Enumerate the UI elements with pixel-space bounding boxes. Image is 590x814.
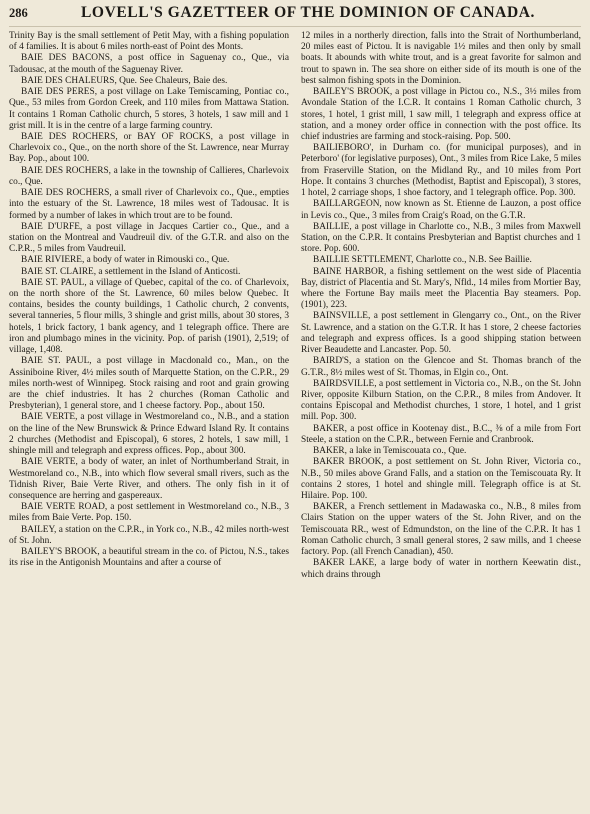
gazetteer-entry: BAIE ST. PAUL, a post village in Macdonald co., Man., on the Assiniboine River, 4½ miles south of Marquette Station, on the C.P.R., 29 miles north-west of Winnipeg. Stock raising and root and grain growing are the chief industries. It has 2 churches (Roman Catholic and Presbyterian), 1 general store, and 1 cheese factory. Pop., about 150. (9, 356, 289, 412)
gazetteer-entry: BAIRD'S, a station on the Glencoe and St. Thomas branch of the G.T.R., 8½ miles west of St. Thomas, in Elgin co., Ont. (301, 356, 581, 378)
gazetteer-entry: BAKER, a French settlement in Madawaska co., N.B., 8 miles from Clairs Station on the upper waters of the St. John River, and on the Temiscouata RR., west of Edmundston, on the line of the C.P.R. It has 1 Roman Catholic church, 3 small general stores, 2 saw mills, and 1 cheese factory. Pop. (all French Canadian), 450. (301, 502, 581, 558)
gazetteer-entry: Trinity Bay is the small settlement of Petit May, with a fishing population of 4 families. It is about 6 miles north-east of Point des Monts. (9, 31, 289, 53)
gazetteer-entry: BAILLIE SETTLEMENT, Charlotte co., N.B. See Baillie. (313, 255, 532, 266)
gazetteer-entry: BAIE ST. PAUL, a village of Quebec, capital of the co. of Charlevoix, on the north shore of the St. Lawrence, 60 miles below Quebec. It contains, besides the county buildings, 1 Catholic church, 2 convents, several tanneries, 5 flour mills, 3 shingle and grist mills, about 30 stores, 3 hotels, 1 brick factory, 1 bank agency, and 1 telegraph office. There are iron and plumbago mines in the vicinity. Pop. of parish (1901), 2,519; of village, 1,408. (9, 277, 289, 356)
gazetteer-entry: BAIE ST. CLAIRE, a settlement in the Island of Anticosti. (21, 266, 241, 277)
gazetteer-entry: BAILEY'S BROOK, a beautiful stream in the co. of Pictou, N.S., takes its rise in the Antigonish Mountains and after a course of (9, 547, 289, 569)
gazetteer-entry: BAILLIE, a post village in Charlotte co., N.B., 3 miles from Maxwell Station, on the C.P.R. It contains Presbyterian and Baptist churches and 1 store. Pop. 600. (301, 221, 581, 255)
gazetteer-entry: BAIRDSVILLE, a post settlement in Victoria co., N.B., on the St. John River, opposite Kilburn Station, on the C.P.R., 8 miles from Andover. It contains Episcopal and Methodist churches, 1 store, 1 hotel, and 1 grist mill. Pop. 300. (301, 378, 581, 423)
gazetteer-entry: BAIE DES ROCHERS, a lake in the township of Callieres, Charlevoix co., Que. (9, 165, 289, 187)
gazetteer-entry: BAIE DES ROCHERS, or BAY OF ROCKS, a post village in Charlevoix co., Que., on the north shore of the St. Lawrence, near Murray Bay. Pop., about 100. (9, 131, 289, 165)
left-column (9, 31, 289, 581)
gazetteer-entry: BAKER BROOK, a post settlement on St. John River, Victoria co., N.B., 50 miles above Grand Falls, and a station on the Temiscouata Ry. It contains 2 stores, 1 hotel and shingle mill. Telegraph office is at St. Hilaire. Pop. 100. (301, 457, 581, 501)
gazetteer-entry: BAIE D'URFE, a post village in Jacques Cartier co., Que., and a station on the Montreal and Vaudreuil div. of the G.T.R. and also on the C.P.R., 5 miles from Vaudreuil. (9, 221, 289, 255)
gazetteer-entry: BAILLARGEON, now known as St. Etienne de Lauzon, a post office in Levis co., Que., 3 miles from Craig's Road, on the G.T.R. (301, 199, 581, 221)
gazetteer-entry: BAIE VERTE ROAD, a post settlement in Westmoreland co., N.B., 3 miles from Baie Verte. Pop. 150. (9, 502, 289, 524)
gazetteer-entry: BAIE DES CHALEURS, Que. See Chaleurs, Baie des. (21, 75, 228, 86)
gazetteer-entry: BAIE DES PERES, a post village on Lake Temiscaming, Pontiac co., Que., 53 miles from Gordon Creek, and 110 miles from Mattawa Station. It contains 1 Roman Catholic church, 5 stores, 3 hotels, 1 saw mill and 1 grist mill. It is in the centre of a large farming country. (9, 87, 289, 131)
gazetteer-entry: BAKER, a lake in Temiscouata co., Que. (313, 446, 467, 457)
right-column (301, 31, 581, 581)
gazetteer-entry: BAIE RIVIERE, a body of water in Rimouski co., Que. (21, 255, 230, 266)
gazetteer-entry: BAKER, a post office in Kootenay dist., B.C., ⅜ of a mile from Fort Steele, a station on the C.P.R., between Fernie and Cranbrook. (301, 423, 581, 445)
gazetteer-entry: BAILEY, a station on the C.P.R., in York co., N.B., 42 miles north-west of St. John. (9, 524, 289, 546)
gazetteer-entry: 12 miles in a northerly direction, falls into the Strait of Northumberland, 20 miles east of Pictou. It is navigable 1½ miles and then only by small boats. It abounds with white trout, and is a great favorite for salmon and trout to spawn in. The sea shore on either side of its mouth is one of the best salmon fishing spots in the Dominion. (301, 31, 581, 86)
gazetteer-entry: BAIE VERTE, a body of water, an inlet of Northumberland Strait, in Westmoreland co., N.B., into which flow several small rivers, such as the Tidnish River, Baie Verte River, and others. The only fish in it of consequence are herring and gaspereaux. (9, 457, 289, 501)
page-header (9, 4, 581, 27)
page-number: 286 (9, 6, 28, 20)
gazetteer-entry: BAKER LAKE, a large body of water in northern Keewatin dist., which drains through (301, 558, 581, 580)
gazetteer-entry: BAILIEBORO', in Durham co. (for municipal purposes), and in Peterboro' (for legislative purposes), Ont., 3 miles from Rice Lake, 5 miles from Fraserville Station, on the Midland Ry., and 10 miles from Port Hope. It contains 3 churches (Methodist, Baptist and Episcopal), 3 stores, 1 hotel, 2 carriage shops, 1 shoe factory, and 1 telegraph office. Pop. 300. (301, 143, 581, 199)
page-title: LOVELL'S GAZETTEER OF THE DOMINION OF CANADA. (80, 4, 536, 21)
gazetteer-entry: BAILEY'S BROOK, a post village in Pictou co., N.S., 3½ miles from Avondale Station of the I.C.R. It contains 1 Roman Catholic church, 3 stores, 1 hotel, 1 grist mill, 1 saw mill, 1 telegraph and express office at station, and a money order office in connection with the post office. Its chief industries are farming and stock-raising. Pop. 500. (301, 87, 581, 142)
gazetteer-entry: BAIE DES BACONS, a post office in Saguenay co., Que., via Tadousac, at the mouth of the Saguenay River. (9, 53, 289, 75)
gazetteer-entry: BAIE DES ROCHERS, a small river of Charlevoix co., Que., empties into the estuary of the St. Lawrence, 18 miles west of Tadousac. It is formed by a number of lakes in which trout are to be found. (9, 188, 289, 221)
text-columns (9, 31, 581, 581)
gazetteer-entry: BAIE VERTE, a post village in Westmoreland co., N.B., and a station on the line of the New Brunswick & Prince Edward Island Ry. It contains 2 churches (Methodist and Episcopal), 6 stores, 2 hotels, 1 saw mill, 1 shingle mill and telegraph and express offices. Pop., about 300. (9, 412, 289, 457)
gazetteer-entry: BAINSVILLE, a post settlement in Glengarry co., Ont., on the River St. Lawrence, and a station on the G.T.R. It has 1 store, 2 cheese factories and telegraph and express offices. Is a good shipping station between River Beaudette and Lancaster. Pop. 50. (301, 311, 581, 356)
gazetteer-entry: BAINE HARBOR, a fishing settlement on the west side of Placentia Bay, district of Placentia and St. Mary's, Nfld., 14 miles from Mortier Bay, where the Fortune Bay mails meet the Placentia Bay steamers. Pop. (1901), 223. (301, 266, 581, 311)
